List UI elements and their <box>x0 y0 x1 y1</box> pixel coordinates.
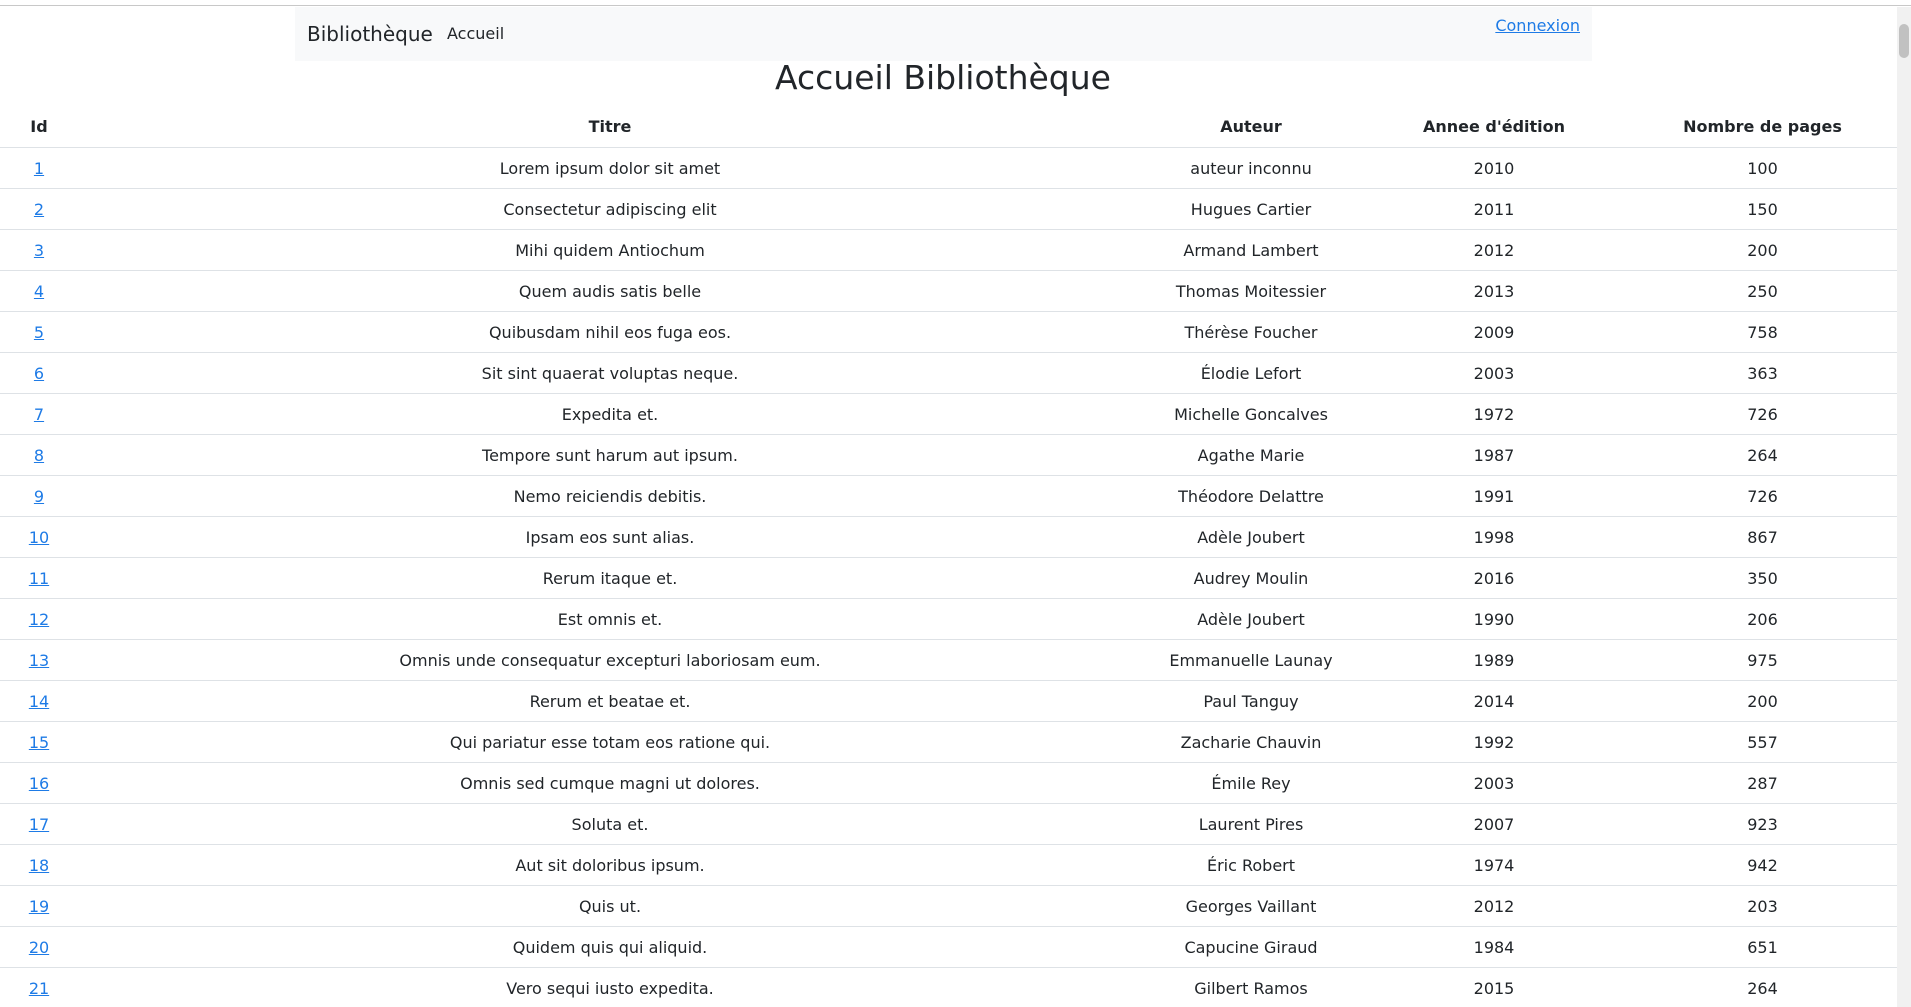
book-id-link[interactable]: 16 <box>28 773 50 793</box>
table-row <box>0 722 1897 763</box>
book-id-link[interactable]: 4 <box>33 281 45 301</box>
cell-pages: 100 <box>1628 148 1897 189</box>
book-id-link[interactable]: 21 <box>28 978 50 998</box>
cell-title: Consectetur adipiscing elit <box>78 189 1142 230</box>
books-table <box>0 106 1897 1007</box>
cell-year: 2016 <box>1360 558 1628 599</box>
book-id-link[interactable]: 10 <box>28 527 50 547</box>
cell-title: Mihi quidem Antiochum <box>78 230 1142 271</box>
cell-title: Omnis sed cumque magni ut dolores. <box>78 763 1142 804</box>
cell-title: Quibusdam nihil eos fuga eos. <box>78 312 1142 353</box>
cell-year: 1989 <box>1360 640 1628 681</box>
cell-id <box>0 148 78 189</box>
book-id-link[interactable]: 12 <box>28 609 50 629</box>
cell-id <box>0 476 78 517</box>
table-row <box>0 271 1897 312</box>
cell-title: Omnis unde consequatur excepturi laboriosam eum. <box>78 640 1142 681</box>
book-id-link[interactable]: 3 <box>33 240 45 260</box>
cell-pages: 203 <box>1628 886 1897 927</box>
column-header-title: Titre <box>78 106 1142 148</box>
cell-author: Éric Robert <box>1142 845 1360 886</box>
cell-title: Nemo reiciendis debitis. <box>78 476 1142 517</box>
cell-title: Aut sit doloribus ipsum. <box>78 845 1142 886</box>
cell-year: 1998 <box>1360 517 1628 558</box>
book-id-link[interactable]: 8 <box>33 445 45 465</box>
cell-pages: 206 <box>1628 599 1897 640</box>
cell-pages: 350 <box>1628 558 1897 599</box>
cell-year: 2003 <box>1360 763 1628 804</box>
cell-year: 2013 <box>1360 271 1628 312</box>
browser-top-edge <box>0 0 1911 6</box>
cell-pages: 200 <box>1628 681 1897 722</box>
cell-author: Capucine Giraud <box>1142 927 1360 968</box>
cell-author: Georges Vaillant <box>1142 886 1360 927</box>
cell-id <box>0 394 78 435</box>
cell-author: Paul Tanguy <box>1142 681 1360 722</box>
cell-id <box>0 435 78 476</box>
cell-title: Soluta et. <box>78 804 1142 845</box>
table-row <box>0 681 1897 722</box>
book-id-link[interactable]: 20 <box>28 937 50 957</box>
cell-year: 1992 <box>1360 722 1628 763</box>
book-id-link[interactable]: 6 <box>33 363 45 383</box>
cell-title: Sit sint quaerat voluptas neque. <box>78 353 1142 394</box>
books-table-body <box>0 148 1897 1007</box>
cell-year: 1991 <box>1360 476 1628 517</box>
cell-title: Rerum et beatae et. <box>78 681 1142 722</box>
cell-title: Quis ut. <box>78 886 1142 927</box>
cell-pages: 200 <box>1628 230 1897 271</box>
cell-id <box>0 230 78 271</box>
vertical-scrollbar[interactable] <box>1897 7 1911 1007</box>
cell-pages: 867 <box>1628 517 1897 558</box>
cell-year: 1972 <box>1360 394 1628 435</box>
cell-author: Laurent Pires <box>1142 804 1360 845</box>
login-link[interactable]: Connexion <box>1495 16 1580 35</box>
cell-title: Lorem ipsum dolor sit amet <box>78 148 1142 189</box>
table-row <box>0 804 1897 845</box>
cell-author: Agathe Marie <box>1142 435 1360 476</box>
cell-title: Est omnis et. <box>78 599 1142 640</box>
cell-year: 2010 <box>1360 148 1628 189</box>
cell-year: 1974 <box>1360 845 1628 886</box>
column-header-author: Auteur <box>1142 106 1360 148</box>
cell-id <box>0 312 78 353</box>
cell-title: Quidem quis qui aliquid. <box>78 927 1142 968</box>
cell-id <box>0 271 78 312</box>
cell-pages: 758 <box>1628 312 1897 353</box>
cell-id <box>0 845 78 886</box>
table-header-row <box>0 106 1897 148</box>
cell-year: 2007 <box>1360 804 1628 845</box>
cell-title: Tempore sunt harum aut ipsum. <box>78 435 1142 476</box>
cell-pages: 264 <box>1628 435 1897 476</box>
cell-year: 1987 <box>1360 435 1628 476</box>
cell-id <box>0 886 78 927</box>
cell-pages: 287 <box>1628 763 1897 804</box>
cell-year: 2012 <box>1360 886 1628 927</box>
cell-year: 2011 <box>1360 189 1628 230</box>
cell-pages: 363 <box>1628 353 1897 394</box>
cell-pages: 975 <box>1628 640 1897 681</box>
cell-id <box>0 189 78 230</box>
cell-author: Émile Rey <box>1142 763 1360 804</box>
cell-id <box>0 722 78 763</box>
table-row <box>0 968 1897 1007</box>
cell-pages: 264 <box>1628 968 1897 1007</box>
cell-pages: 150 <box>1628 189 1897 230</box>
cell-id <box>0 599 78 640</box>
book-id-link[interactable]: 2 <box>33 199 45 219</box>
cell-pages: 557 <box>1628 722 1897 763</box>
column-header-pages: Nombre de pages <box>1628 106 1897 148</box>
cell-author: Thomas Moitessier <box>1142 271 1360 312</box>
cell-pages: 923 <box>1628 804 1897 845</box>
column-header-id: Id <box>0 106 78 148</box>
cell-author: Adèle Joubert <box>1142 517 1360 558</box>
table-row <box>0 599 1897 640</box>
cell-year: 2014 <box>1360 681 1628 722</box>
cell-author: auteur inconnu <box>1142 148 1360 189</box>
table-row <box>0 640 1897 681</box>
cell-author: Armand Lambert <box>1142 230 1360 271</box>
cell-author: Adèle Joubert <box>1142 599 1360 640</box>
cell-author: Théodore Delattre <box>1142 476 1360 517</box>
cell-year: 1990 <box>1360 599 1628 640</box>
table-row <box>0 763 1897 804</box>
cell-author: Zacharie Chauvin <box>1142 722 1360 763</box>
cell-id <box>0 681 78 722</box>
table-row <box>0 148 1897 189</box>
cell-id <box>0 558 78 599</box>
cell-id <box>0 968 78 1007</box>
book-id-link[interactable]: 17 <box>28 814 50 834</box>
nav-link-home[interactable]: Accueil <box>447 24 505 43</box>
navbar-brand[interactable]: Bibliothèque <box>307 22 433 46</box>
cell-author: Emmanuelle Launay <box>1142 640 1360 681</box>
cell-author: Hugues Cartier <box>1142 189 1360 230</box>
book-id-link[interactable]: 19 <box>28 896 50 916</box>
cell-pages: 250 <box>1628 271 1897 312</box>
cell-title: Vero sequi iusto expedita. <box>78 968 1142 1007</box>
book-id-link[interactable]: 11 <box>28 568 50 588</box>
scrollbar-thumb[interactable] <box>1899 24 1909 58</box>
table-row <box>0 558 1897 599</box>
book-id-link[interactable]: 7 <box>33 404 45 424</box>
cell-pages: 726 <box>1628 394 1897 435</box>
cell-title: Quem audis satis belle <box>78 271 1142 312</box>
cell-id <box>0 927 78 968</box>
cell-id <box>0 763 78 804</box>
cell-pages: 942 <box>1628 845 1897 886</box>
navbar <box>295 7 1592 61</box>
cell-title: Ipsam eos sunt alias. <box>78 517 1142 558</box>
table-row <box>0 927 1897 968</box>
cell-year: 2009 <box>1360 312 1628 353</box>
cell-author: Gilbert Ramos <box>1142 968 1360 1007</box>
book-id-link[interactable]: 5 <box>33 322 45 342</box>
cell-id <box>0 353 78 394</box>
cell-year: 2015 <box>1360 968 1628 1007</box>
cell-year: 2003 <box>1360 353 1628 394</box>
cell-author: Thérèse Foucher <box>1142 312 1360 353</box>
table-row <box>0 476 1897 517</box>
table-row <box>0 435 1897 476</box>
cell-year: 1984 <box>1360 927 1628 968</box>
cell-title: Qui pariatur esse totam eos ratione qui. <box>78 722 1142 763</box>
cell-title: Expedita et. <box>78 394 1142 435</box>
cell-id <box>0 517 78 558</box>
book-id-link[interactable]: 18 <box>28 855 50 875</box>
table-row <box>0 312 1897 353</box>
table-row <box>0 353 1897 394</box>
table-row <box>0 230 1897 271</box>
column-header-year: Annee d'édition <box>1360 106 1628 148</box>
table-row <box>0 517 1897 558</box>
book-id-link[interactable]: 13 <box>28 650 50 670</box>
cell-id <box>0 804 78 845</box>
book-id-link[interactable]: 9 <box>33 486 45 506</box>
cell-pages: 651 <box>1628 927 1897 968</box>
page-title: Accueil Bibliothèque <box>775 58 1111 97</box>
table-row <box>0 189 1897 230</box>
book-id-link[interactable]: 1 <box>33 158 45 178</box>
cell-author: Audrey Moulin <box>1142 558 1360 599</box>
book-id-link[interactable]: 15 <box>28 732 50 752</box>
cell-pages: 726 <box>1628 476 1897 517</box>
cell-author: Élodie Lefort <box>1142 353 1360 394</box>
cell-author: Michelle Goncalves <box>1142 394 1360 435</box>
cell-year: 2012 <box>1360 230 1628 271</box>
cell-id <box>0 640 78 681</box>
table-row <box>0 394 1897 435</box>
book-id-link[interactable]: 14 <box>28 691 50 711</box>
cell-title: Rerum itaque et. <box>78 558 1142 599</box>
table-row <box>0 845 1897 886</box>
table-row <box>0 886 1897 927</box>
